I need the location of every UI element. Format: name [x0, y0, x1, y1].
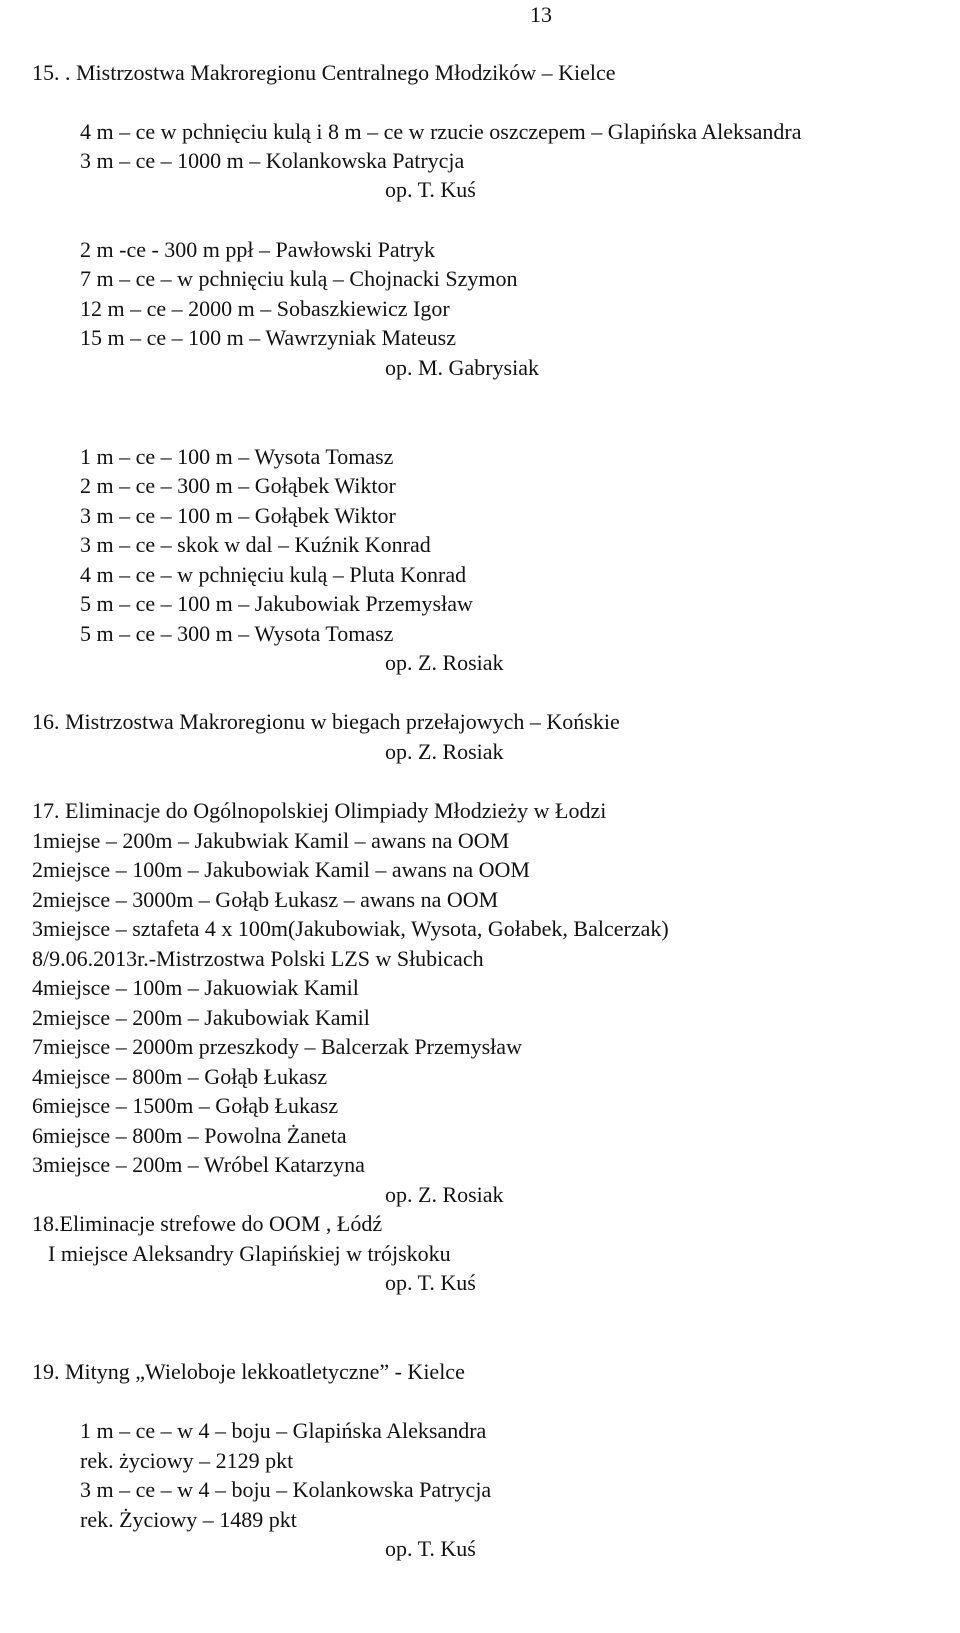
result-line: 4 m – ce w pchnięciu kulą i 8 m – ce w rzucie oszczepem – Glapińska Aleksandra: [80, 119, 802, 144]
result-line: I miejsce Aleksandry Glapińskiej w trójskoku: [48, 1241, 451, 1266]
coach-line: op. Z. Rosiak: [385, 739, 504, 764]
section-17-heading: 17. Eliminacje do Ogólnopolskiej Olimpiady Młodzieży w Łodzi: [32, 798, 607, 823]
result-line: 3 m – ce – 1000 m – Kolankowska Patrycja: [80, 148, 465, 173]
page-number: 13: [530, 2, 552, 27]
result-line: 1miejse – 200m – Jakubwiak Kamil – awans na OOM: [32, 828, 510, 853]
result-line: 4miejsce – 100m – Jakuowiak Kamil: [32, 975, 359, 1000]
result-line: 4 m – ce – w pchnięciu kulą – Pluta Konrad: [80, 562, 467, 587]
result-line: 15 m – ce – 100 m – Wawrzyniak Mateusz: [80, 325, 457, 350]
result-line: 2miejsce – 100m – Jakubowiak Kamil – awans na OOM: [32, 857, 530, 882]
coach-line: op. Z. Rosiak: [385, 650, 504, 675]
result-line: 5 m – ce – 300 m – Wysota Tomasz: [80, 621, 394, 646]
section-19-heading: 19. Mityng „Wieloboje lekkoatletyczne” - Kielce: [32, 1359, 465, 1384]
result-line: 6miejsce – 800m – Powolna Żaneta: [32, 1123, 347, 1148]
result-line: 2 m – ce – 300 m – Gołąbek Wiktor: [80, 473, 396, 498]
result-line: 4miejsce – 800m – Gołąb Łukasz: [32, 1064, 328, 1089]
result-line: rek. życiowy – 2129 pkt: [80, 1448, 294, 1473]
coach-line: op. Z. Rosiak: [385, 1182, 504, 1207]
result-line: 1 m – ce – w 4 – boju – Glapińska Aleksandra: [80, 1418, 487, 1443]
result-line: 2miejsce – 3000m – Gołąb Łukasz – awans na OOM: [32, 887, 499, 912]
coach-line: op. T. Kuś: [385, 1270, 476, 1295]
result-line: 1 m – ce – 100 m – Wysota Tomasz: [80, 444, 394, 469]
result-line: 3 m – ce – w 4 – boju – Kolankowska Patrycja: [80, 1477, 492, 1502]
result-line: 3 m – ce – 100 m – Gołąbek Wiktor: [80, 503, 396, 528]
coach-line: op. T. Kuś: [385, 1536, 476, 1561]
section-16-heading: 16. Mistrzostwa Makroregionu w biegach przełajowych – Końskie: [32, 709, 620, 734]
result-line: 7 m – ce – w pchnięciu kulą – Chojnacki Szymon: [80, 266, 518, 291]
result-line: 12 m – ce – 2000 m – Sobaszkiewicz Igor: [80, 296, 450, 321]
result-line: 6miejsce – 1500m – Gołąb Łukasz: [32, 1093, 339, 1118]
result-line: 2 m -ce - 300 m ppł – Pawłowski Patryk: [80, 237, 436, 262]
result-line: 3miejsce – 200m – Wróbel Katarzyna: [32, 1152, 365, 1177]
result-line: 2miejsce – 200m – Jakubowiak Kamil: [32, 1005, 370, 1030]
result-line: 3miejsce – sztafeta 4 x 100m(Jakubowiak, Wysota, Gołabek, Balcerzak): [32, 916, 669, 941]
section-15-heading: 15. . Mistrzostwa Makroregionu Centralnego Młodzików – Kielce: [32, 60, 616, 85]
section-18-heading: 18.Eliminacje strefowe do OOM , Łódź: [32, 1211, 383, 1236]
result-line: 8/9.06.2013r.-Mistrzostwa Polski LZS w Słubicach: [32, 946, 484, 971]
result-line: 7miejsce – 2000m przeszkody – Balcerzak Przemysław: [32, 1034, 522, 1059]
result-line: 5 m – ce – 100 m – Jakubowiak Przemysław: [80, 591, 473, 616]
coach-line: op. M. Gabrysiak: [385, 355, 539, 380]
coach-line: op. T. Kuś: [385, 177, 476, 202]
result-line: 3 m – ce – skok w dal – Kuźnik Konrad: [80, 532, 431, 557]
result-line: rek. Życiowy – 1489 pkt: [80, 1507, 297, 1532]
